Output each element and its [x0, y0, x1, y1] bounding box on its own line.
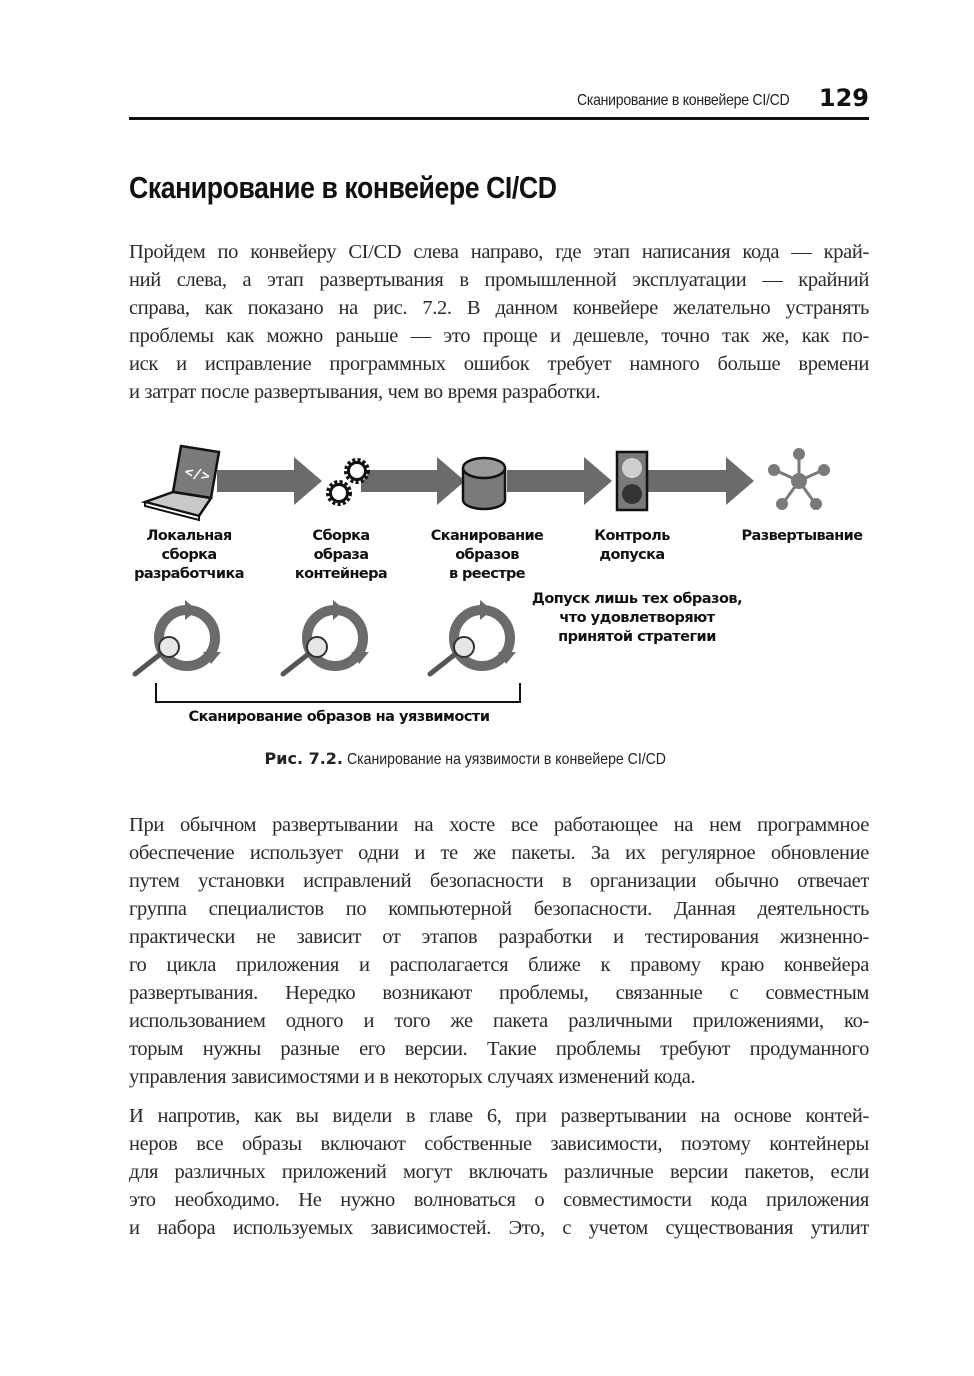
text-line: Пройдем по конвейеру CI/CD слева направо, где этап написания кода — край- [129, 241, 869, 263]
text-line: использованием одного и того же пакета различными приложениями, ко- [129, 1010, 869, 1032]
text-line: группа специалистов по компьютерной безопасности. Данная деятельность [129, 898, 869, 920]
page-number: 129 [818, 84, 869, 112]
figure-cicd-pipeline [129, 440, 869, 740]
pipeline-arrow [361, 457, 465, 505]
section-title: Сканирование в конвейере CI/CD [129, 170, 557, 205]
text-line: иск и исправление программных ошибок требует намного больше времени [129, 353, 869, 375]
stage-label-registry-scan: Сканирование образов в реестре [430, 528, 544, 582]
database-cylinder-icon [463, 458, 505, 509]
pipeline-arrow [645, 457, 754, 505]
pipeline-arrow [217, 457, 322, 505]
gears-icon [328, 460, 368, 504]
text-line: развертывания. Нередко возникают проблемы, связанные с совместным [129, 982, 869, 1004]
scan-cycle-icon [283, 600, 369, 674]
svg-text:</>: </> [183, 464, 212, 485]
caption-text: Сканирование на уязвимости в конвейере CI/CD [347, 751, 666, 768]
text-line: путем установки исправлений безопасности в организации обычно отвечает [129, 870, 869, 892]
laptop-code-icon [145, 446, 219, 520]
text-line: И напротив, как вы видели в главе 6, при развертывании на основе контей- [129, 1105, 869, 1127]
paragraph-intro [129, 238, 869, 406]
text-line: неров все образы включают собственные зависимости, поэтому контейнеры [129, 1133, 869, 1155]
text-line: обеспечение использует одни и те же пакеты. За их регулярное обновление [129, 842, 869, 864]
stage-label-image-build: Сборка образа контейнера [294, 528, 388, 582]
text-line: справа, как показано на рис. 7.2. В данном конвейере желательно устранять [129, 297, 869, 319]
stage-label-deployment: Развертывание [741, 528, 863, 544]
text-line: управления зависимостями и в некоторых случаях изменений кода. [129, 1066, 696, 1088]
bracket-label: Сканирование образов на уязвимости [188, 709, 490, 725]
stage-label-local-build: Локальная сборка разработчика [134, 528, 244, 582]
header-rule [129, 117, 869, 120]
scan-bracket [156, 683, 520, 702]
text-line: проблемы как можно раньше — это проще и дешевле, точно так же, как по- [129, 325, 869, 347]
pipeline-diagram [129, 440, 869, 740]
paragraph-container-deployment [129, 1102, 869, 1242]
text-line: го цикла приложения и располагается ближе к правому краю конвейера [129, 954, 869, 976]
text-line: для различных приложений могут включать различные версии пакетов, если [129, 1161, 869, 1183]
running-header [129, 84, 869, 118]
traffic-light-icon [617, 452, 647, 510]
network-hub-icon [768, 448, 830, 510]
text-line: и затрат после развертывания, чем во время разработки. [129, 381, 601, 403]
pipeline-arrow [507, 457, 612, 505]
admission-note: Допуск лишь тех образов, что удовлетворяют принятой стратегии [531, 591, 743, 645]
paragraph-host-deployment [129, 811, 869, 1091]
text-line: При обычном развертывании на хосте все работающее на нем программное [129, 814, 869, 836]
stage-label-admission-control: Контроль допуска [594, 528, 670, 563]
text-line: ний слева, а этап развертывания в промышленной эксплуатации — крайний [129, 269, 869, 291]
scan-cycle-icon [430, 600, 516, 674]
caption-number: Рис. 7.2. [264, 749, 344, 768]
text-line: торым нужны разные его версии. Такие проблемы требуют продуманного [129, 1038, 869, 1060]
running-title: Сканирование в конвейере CI/CD [576, 92, 789, 109]
figure-caption [0, 749, 974, 769]
text-line: практически не зависит от этапов разработки и тестирования жизненно- [129, 926, 869, 948]
text-line: это необходимо. Не нужно волноваться о совместимости кода приложения [129, 1189, 869, 1211]
scan-cycle-icon [135, 600, 221, 674]
text-line: и набора используемых зависимостей. Это, с учетом существования утилит [129, 1217, 869, 1239]
